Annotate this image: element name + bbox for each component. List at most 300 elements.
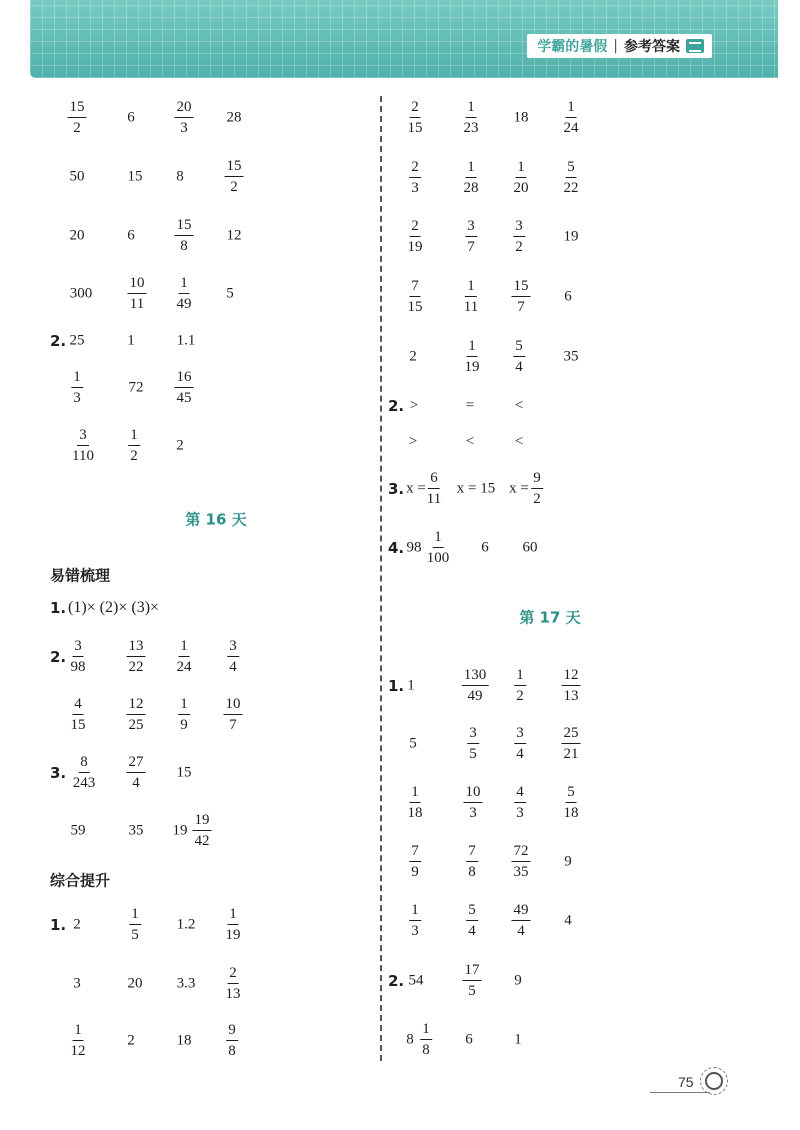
fraction (531, 471, 543, 507)
answer-value: 18 (176, 1032, 192, 1049)
fraction-denominator: 9 (411, 864, 419, 880)
fraction-numerator: 1 (178, 697, 190, 715)
fraction-denominator: 15 (407, 120, 423, 136)
answer-fraction (514, 785, 526, 821)
fraction (224, 966, 243, 1002)
fraction-denominator: 21 (563, 746, 579, 762)
answer-fraction (226, 1023, 238, 1059)
fraction-numerator: 1 (71, 370, 83, 388)
answer-fraction (127, 697, 146, 733)
answer-fraction (227, 639, 239, 675)
answer-fraction (425, 471, 443, 507)
fraction-denominator: 42 (194, 833, 210, 849)
answer-value: 59 (70, 822, 86, 839)
fraction (514, 785, 526, 821)
answer-value: 300 (69, 285, 93, 302)
answer-value: 98 (406, 539, 422, 556)
answer-fraction (466, 903, 478, 939)
answer-fraction (224, 966, 243, 1002)
answer-value: 12 (226, 227, 242, 244)
fraction-denominator: 24 (176, 659, 192, 675)
fraction-numerator: 7 (466, 844, 478, 862)
header-label (527, 34, 712, 58)
fraction-numerator: 3 (514, 726, 526, 744)
answer-fraction (406, 785, 425, 821)
fraction (464, 785, 483, 821)
fraction (514, 726, 526, 762)
fraction (514, 668, 526, 704)
answer-fraction (514, 726, 526, 762)
fraction-numerator: 1 (565, 100, 577, 118)
answer-value: 8 (176, 168, 184, 185)
answer-value: > (409, 397, 419, 414)
fraction-numerator: 12 (127, 697, 146, 715)
answer-fraction (462, 160, 481, 196)
fraction-denominator: 100 (426, 550, 450, 566)
fraction-denominator: 8 (180, 238, 188, 254)
fraction (127, 639, 146, 675)
fraction-numerator: 3 (513, 219, 525, 237)
fraction (225, 159, 244, 195)
fraction-numerator: 5 (565, 785, 577, 803)
header-separator: | (613, 38, 618, 54)
fraction (409, 903, 421, 939)
fraction-denominator: 19 (225, 927, 241, 943)
answer-fraction (463, 339, 482, 375)
fraction-numerator: 1 (72, 1023, 84, 1041)
fraction (513, 339, 525, 375)
fraction-numerator: 27 (127, 755, 146, 773)
fraction-numerator: 1 (515, 160, 527, 178)
answer-fraction (467, 726, 479, 762)
answer-fraction (193, 813, 212, 849)
fraction-numerator: 3 (77, 428, 89, 446)
answer-fraction (68, 100, 87, 136)
answer-fraction (513, 219, 525, 255)
question-label: 2. (388, 397, 405, 415)
fraction-denominator: 11 (463, 299, 479, 315)
fraction-numerator: 3 (227, 639, 239, 657)
answer-value: 20 (127, 975, 143, 992)
fraction (562, 726, 581, 762)
answer-value: 6 (564, 288, 572, 305)
answer-fraction (513, 339, 525, 375)
fraction-denominator: 243 (72, 775, 96, 791)
fraction-numerator: 4 (514, 785, 526, 803)
fraction-denominator: 3 (411, 923, 419, 939)
fraction-numerator: 10 (224, 697, 243, 715)
answer-fraction (128, 428, 140, 464)
answer-fraction (127, 755, 146, 791)
fraction-numerator: 1 (432, 530, 444, 548)
fraction (175, 100, 194, 136)
fraction-denominator: 2 (73, 120, 81, 136)
fraction-denominator: 4 (517, 923, 525, 939)
answer-fraction (562, 100, 581, 136)
fraction-denominator: 98 (70, 659, 86, 675)
fraction-numerator: 3 (467, 726, 479, 744)
answer-value: 6 (127, 227, 135, 244)
fraction-numerator: 9 (531, 471, 543, 489)
answer-value: 1.2 (176, 916, 196, 933)
fraction (425, 471, 443, 507)
answer-fraction (127, 639, 146, 675)
answer-value: 18 (513, 109, 529, 126)
fraction-numerator: 72 (512, 844, 531, 862)
answer-value: 19 (563, 228, 579, 245)
fraction (466, 844, 478, 880)
fraction-numerator: 1 (514, 668, 526, 686)
fraction (193, 813, 212, 849)
fraction-denominator: 13 (225, 986, 241, 1002)
answer-value: < (465, 433, 475, 450)
answer-fraction (531, 471, 543, 507)
fraction-numerator: 7 (409, 844, 421, 862)
fraction (69, 639, 88, 675)
header-title: 学霸的暑假 (537, 39, 608, 55)
answer-fraction (465, 219, 477, 255)
fraction (562, 100, 581, 136)
fraction-numerator: 10 (128, 276, 147, 294)
fraction-denominator: 5 (131, 927, 139, 943)
answer-fraction (69, 697, 88, 733)
fraction-denominator: 49 (467, 688, 483, 704)
answer-fraction (562, 668, 581, 704)
fraction-numerator: 9 (226, 1023, 238, 1041)
fraction-denominator: 19 (407, 239, 423, 255)
answer-fraction (512, 844, 531, 880)
fraction-denominator: 2 (230, 179, 238, 195)
fraction-numerator: 1 (409, 903, 421, 921)
answer-value: < (514, 433, 524, 450)
fraction-denominator: 2 (516, 688, 524, 704)
fraction (462, 279, 480, 315)
fraction-denominator: 22 (128, 659, 144, 675)
fraction-numerator: 12 (562, 668, 581, 686)
fraction (463, 339, 482, 375)
fraction (224, 907, 243, 943)
fraction-numerator: 130 (462, 668, 489, 686)
fraction-denominator: 2 (130, 448, 138, 464)
fraction-numerator: 5 (466, 903, 478, 921)
fraction (224, 697, 243, 733)
fraction-denominator: 3 (73, 390, 81, 406)
fraction-denominator: 11 (129, 296, 145, 312)
answer-fraction (514, 668, 526, 704)
fraction-numerator: 25 (562, 726, 581, 744)
answer-fraction (562, 160, 581, 196)
answer-value: 72 (128, 379, 144, 396)
answer-fraction (562, 785, 581, 821)
fraction-numerator: 13 (127, 639, 146, 657)
fraction-denominator: 8 (422, 1042, 430, 1058)
question-label: 2. (388, 972, 405, 990)
sun-swirl-icon (705, 1072, 723, 1090)
answer-fraction (409, 844, 421, 880)
fraction-denominator: 18 (563, 805, 579, 821)
answer-value: 5 (226, 285, 234, 302)
fraction (175, 276, 194, 312)
answer-fraction (512, 903, 531, 939)
fraction (70, 428, 96, 464)
fraction (512, 279, 531, 315)
answer-value: 6 (465, 1031, 473, 1048)
fraction (127, 755, 146, 791)
fraction (406, 785, 425, 821)
answer-value: 5 (409, 735, 417, 752)
fraction (175, 218, 194, 254)
fraction-numerator: 1 (465, 160, 477, 178)
fraction-numerator: 1 (420, 1022, 432, 1040)
fraction-denominator: 18 (407, 805, 423, 821)
fraction-numerator: 15 (68, 100, 87, 118)
fraction-numerator: 3 (465, 219, 477, 237)
answer-fraction (462, 668, 489, 704)
answer-fraction (175, 370, 194, 406)
answer-value: 2 (409, 348, 417, 365)
fraction (562, 668, 581, 704)
answer-value: 2 (127, 1032, 135, 1049)
answer-fraction (70, 428, 96, 464)
fraction (128, 428, 140, 464)
question-label: 4. (388, 539, 405, 557)
answer-fraction (512, 160, 531, 196)
answer-fraction (512, 279, 531, 315)
question-label: 2. (50, 332, 67, 350)
fraction (409, 844, 421, 880)
fraction-denominator: 3 (516, 805, 524, 821)
fraction (69, 1023, 88, 1059)
fraction-denominator: 5 (469, 746, 477, 762)
fraction-numerator: 16 (175, 370, 194, 388)
fraction (462, 100, 481, 136)
section-title-errors: 易错梳理 (50, 566, 111, 585)
answer-fraction (129, 907, 141, 943)
answer-value: 60 (522, 539, 538, 556)
fraction-numerator: 3 (72, 639, 84, 657)
fraction (406, 219, 425, 255)
answer-value: 9 (564, 853, 572, 870)
answer-fraction (69, 639, 88, 675)
answer-fraction (464, 785, 483, 821)
question-label: 1. (50, 599, 67, 617)
fraction-numerator: 7 (409, 279, 421, 297)
answer-fraction (224, 697, 243, 733)
fraction (71, 370, 83, 406)
answer-value: 2 (73, 916, 81, 933)
question-label: 1. (50, 916, 67, 934)
answer-fraction (463, 963, 482, 999)
page-number: 75 (678, 1074, 694, 1090)
answer-value: 1 (127, 332, 135, 349)
fraction-numerator: 1 (465, 279, 477, 297)
fraction-numerator: 1 (227, 907, 239, 925)
fraction-numerator: 49 (512, 903, 531, 921)
answer-value: 6 (127, 109, 135, 126)
fraction-numerator: 1 (466, 339, 478, 357)
fraction-numerator: 1 (129, 907, 141, 925)
fraction-numerator: 5 (565, 160, 577, 178)
fraction-numerator: 2 (409, 219, 421, 237)
fraction (467, 726, 479, 762)
answer-value: 15 (176, 764, 192, 781)
question-label: 1. (388, 677, 405, 695)
answer-value: 25 (69, 332, 85, 349)
fraction (226, 1023, 238, 1059)
fraction-numerator: 1 (178, 639, 190, 657)
answer-value: 2 (176, 437, 184, 454)
answer-value: x = (509, 480, 529, 497)
fraction-denominator: 4 (468, 923, 476, 939)
fraction-numerator: 17 (463, 963, 482, 981)
fraction-denominator: 110 (72, 448, 94, 464)
answer-value: 54 (408, 972, 424, 989)
fraction-denominator: 4 (229, 659, 237, 675)
answer-fraction (224, 907, 243, 943)
fraction-denominator: 8 (468, 864, 476, 880)
fraction-denominator: 2 (533, 491, 541, 507)
fraction-denominator: 2 (515, 239, 523, 255)
fraction-numerator: 8 (78, 755, 90, 773)
answer-fraction (175, 100, 194, 136)
fraction (175, 639, 194, 675)
answer-value: = (465, 397, 475, 414)
answer-fraction (225, 159, 244, 195)
fraction-numerator: 20 (175, 100, 194, 118)
answer-value: < (514, 397, 524, 414)
answer-value: 20 (69, 227, 85, 244)
answer-value: 35 (563, 348, 579, 365)
section-heading-day16: 第 16 天 (185, 510, 247, 529)
answer-value: 6 (481, 539, 489, 556)
answer-value: 4 (564, 912, 572, 929)
fraction (68, 100, 87, 136)
answer-fraction (175, 639, 194, 675)
fraction-numerator: 2 (227, 966, 239, 984)
answer-value: x = (406, 480, 426, 497)
fraction (462, 160, 481, 196)
footer-rule (650, 1092, 710, 1093)
fraction (512, 160, 531, 196)
answer-fraction (175, 218, 194, 254)
fraction (128, 276, 147, 312)
fraction-numerator: 1 (465, 100, 477, 118)
answer-value: 50 (69, 168, 85, 185)
fraction-denominator: 11 (426, 491, 442, 507)
fraction-denominator: 25 (128, 717, 144, 733)
answer-value: 3.3 (176, 975, 196, 992)
section-title-improve: 综合提升 (50, 871, 111, 890)
fraction (406, 279, 425, 315)
fraction-numerator: 1 (128, 428, 140, 446)
fraction (406, 100, 425, 136)
fraction (129, 907, 141, 943)
fraction-denominator: 35 (513, 864, 529, 880)
answer-fraction (562, 726, 581, 762)
header-banner (30, 0, 778, 78)
fraction-denominator: 12 (70, 1043, 86, 1059)
fraction-denominator: 7 (467, 239, 475, 255)
fraction-denominator: 4 (516, 746, 524, 762)
fraction-denominator: 28 (463, 180, 479, 196)
answer-value: 1.1 (176, 332, 196, 349)
fraction (127, 697, 146, 733)
answer-value: 8 (406, 1031, 414, 1048)
answer-value: 19 (172, 822, 188, 839)
fraction-denominator: 4 (515, 359, 523, 375)
fraction (175, 370, 194, 406)
answer-fraction (409, 160, 421, 196)
fraction-denominator: 3 (180, 120, 188, 136)
fraction-numerator: 4 (72, 697, 84, 715)
question-label: 3. (50, 764, 67, 782)
fraction (463, 963, 482, 999)
answer-fraction (425, 530, 452, 566)
fraction-denominator: 49 (176, 296, 192, 312)
fraction-denominator: 22 (563, 180, 579, 196)
fraction (513, 219, 525, 255)
answer-fraction (406, 279, 425, 315)
fraction-denominator: 9 (180, 717, 188, 733)
fraction-denominator: 5 (468, 983, 476, 999)
fraction-denominator: 45 (176, 390, 192, 406)
fraction-denominator: 15 (407, 299, 423, 315)
answer-fraction (175, 276, 194, 312)
fraction-denominator: 20 (513, 180, 529, 196)
answer-fraction (406, 100, 425, 136)
fraction-denominator: 23 (463, 120, 479, 136)
answer-fraction (466, 844, 478, 880)
answer-value: > (408, 433, 418, 450)
fraction (512, 903, 531, 939)
answer-fraction (71, 755, 98, 791)
fraction-denominator: 3 (411, 180, 419, 196)
fraction-numerator: 5 (513, 339, 525, 357)
fraction (227, 639, 239, 675)
fraction-numerator: 2 (409, 100, 421, 118)
fraction (512, 844, 531, 880)
answer-fraction (462, 100, 481, 136)
fraction-numerator: 6 (428, 471, 440, 489)
answer-value: 1 (514, 1031, 522, 1048)
fraction-denominator: 3 (469, 805, 477, 821)
fraction-numerator: 1 (178, 276, 190, 294)
answer-value: 35 (128, 822, 144, 839)
answer-fraction (128, 276, 147, 312)
fraction-denominator: 4 (132, 775, 140, 791)
fraction (466, 903, 478, 939)
fraction-numerator: 19 (193, 813, 212, 831)
fraction (562, 160, 581, 196)
fraction-numerator: 15 (225, 159, 244, 177)
fraction (425, 530, 452, 566)
answer-value: 15 (127, 168, 143, 185)
answer-fraction (420, 1022, 432, 1058)
fraction-denominator: 24 (563, 120, 579, 136)
fraction (562, 785, 581, 821)
fraction-denominator: 7 (229, 717, 237, 733)
answer-fraction (69, 1023, 88, 1059)
fraction-denominator: 15 (70, 717, 86, 733)
fraction (409, 160, 421, 196)
fraction (69, 697, 88, 733)
fraction-denominator: 7 (517, 299, 525, 315)
column-divider (380, 96, 382, 1061)
fraction-denominator: 19 (464, 359, 480, 375)
answer-value: 28 (226, 109, 242, 126)
answer-value: x = 15 (456, 480, 496, 497)
answer-fraction (462, 279, 480, 315)
